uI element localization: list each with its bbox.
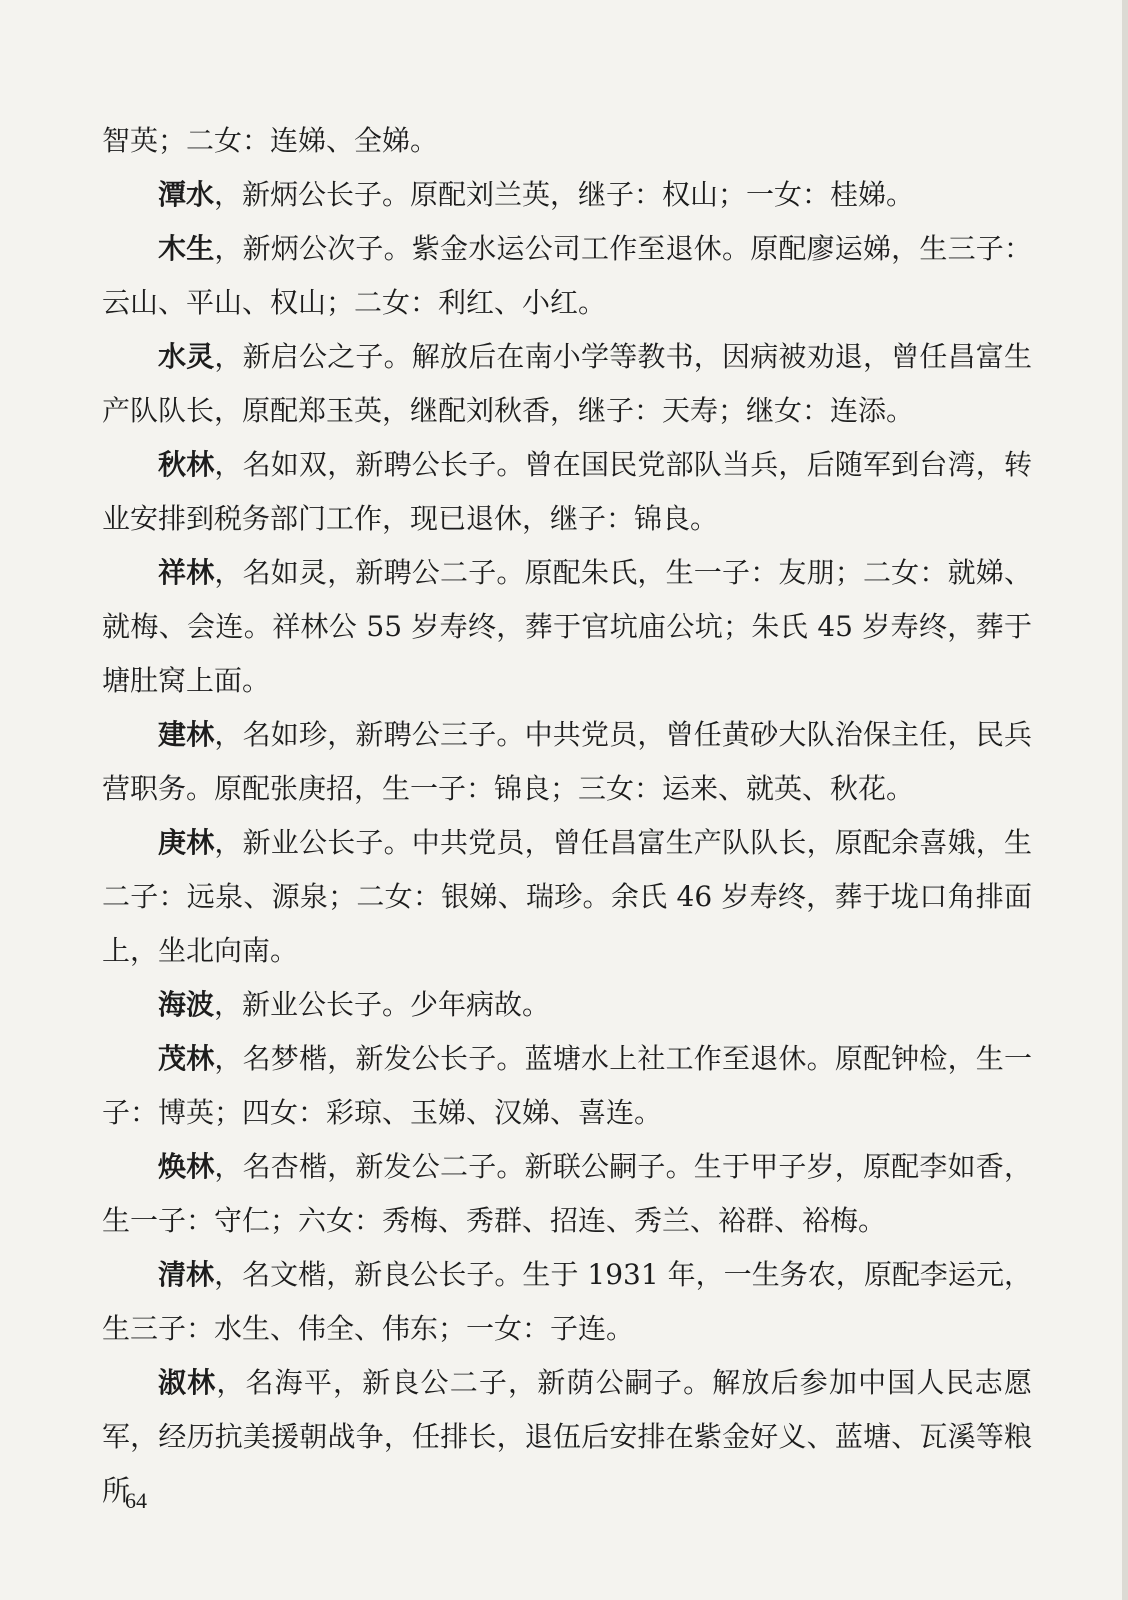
paragraph-tanshui xyxy=(102,168,1032,222)
person-name: 淑林 xyxy=(158,1366,217,1399)
paragraph-xianglin xyxy=(102,546,1032,708)
person-name: 水灵 xyxy=(158,340,215,373)
person-name: 清林 xyxy=(158,1258,215,1291)
paragraph-text: ，名如珍，新聘公三子。中共党员，曾任黄砂大队治保主任，民兵营职务。原配张庚招，生一子：锦良；三女：运来、就英、秋花。 xyxy=(102,718,1032,805)
paragraph-text: ，新启公之子。解放后在南小学等教书，因病被劝退，曾任昌富生产队队长，原配郑玉英，继配刘秋香，继子：天寿；继女：连添。 xyxy=(102,340,1032,427)
paragraph-text: ，新业公长子。中共党员，曾任昌富生产队队长，原配余喜娥，生二子：远泉、源泉；二女：银娣、瑞珍。余氏 46 岁寿终，葬于垅口角排面上，坐北向南。 xyxy=(102,826,1032,967)
person-name: 海波 xyxy=(158,988,215,1021)
person-name: 木生 xyxy=(158,232,215,265)
paragraph-qiulin xyxy=(102,438,1032,546)
paragraph-text: ，名文楷，新良公长子。生于 1931 年，一生务农，原配李运元，生三子：水生、伟全、伟东；一女：子连。 xyxy=(102,1258,1032,1345)
genealogy-text xyxy=(102,114,1032,1518)
paragraph-text: ，名梦楷，新发公长子。蓝塘水上社工作至退休。原配钟检，生一子：博英；四女：彩琼、玉娣、汉娣、喜连。 xyxy=(102,1042,1032,1129)
person-name: 焕林 xyxy=(158,1150,215,1183)
paragraph-musheng xyxy=(102,222,1032,330)
person-name: 潭水 xyxy=(158,178,215,211)
paragraph-qinglin xyxy=(102,1248,1032,1356)
paragraph-shuiling xyxy=(102,330,1032,438)
paragraph-jianlin xyxy=(102,708,1032,816)
paragraph-text: ，名杏楷，新发公二子。新联公嗣子。生于甲子岁，原配李如香，生一子：守仁；六女：秀梅、秀群、招连、秀兰、裕群、裕梅。 xyxy=(102,1150,1032,1237)
person-name: 建林 xyxy=(158,718,215,751)
paragraph-continuation xyxy=(102,114,1032,168)
page-number: 64 xyxy=(125,1488,147,1513)
paragraph-text: ，名海平，新良公二子，新荫公嗣子。解放后参加中国人民志愿军，经历抗美援朝战争，任排长，退伍后安排在紫金好义、蓝塘、瓦溪等粮所 xyxy=(102,1366,1032,1507)
paragraph-huanlin xyxy=(102,1140,1032,1248)
person-name: 秋林 xyxy=(158,448,215,481)
paragraph-genglin xyxy=(102,816,1032,978)
paragraph-text: ，新炳公次子。紫金水运公司工作至退休。原配廖运娣，生三子：云山、平山、权山；二女：利红、小红。 xyxy=(102,232,1032,319)
paragraph-text: 智英；二女：连娣、全娣。 xyxy=(102,124,439,157)
paragraph-haibo xyxy=(102,978,1032,1032)
paragraph-text: ，名如灵，新聘公二子。原配朱氏，生一子：友朋；二女：就娣、就梅、会连。祥林公 55 岁寿终，葬于官坑庙公坑；朱氏 45 岁寿终，葬于塘肚窝上面。 xyxy=(102,556,1032,697)
person-name: 茂林 xyxy=(158,1042,215,1075)
paragraph-text: ，新炳公长子。原配刘兰英，继子：权山；一女：桂娣。 xyxy=(214,178,915,211)
paragraph-maolin xyxy=(102,1032,1032,1140)
person-name: 庚林 xyxy=(158,826,215,859)
scan-edge-shadow xyxy=(1122,0,1128,1600)
person-name: 祥林 xyxy=(158,556,215,589)
paragraph-text: ，新业公长子。少年病故。 xyxy=(214,988,551,1021)
paragraph-text: ，名如双，新聘公长子。曾在国民党部队当兵，后随军到台湾，转业安排到税务部门工作，现已退休，继子：锦良。 xyxy=(102,448,1032,535)
paragraph-shulin xyxy=(102,1356,1032,1518)
